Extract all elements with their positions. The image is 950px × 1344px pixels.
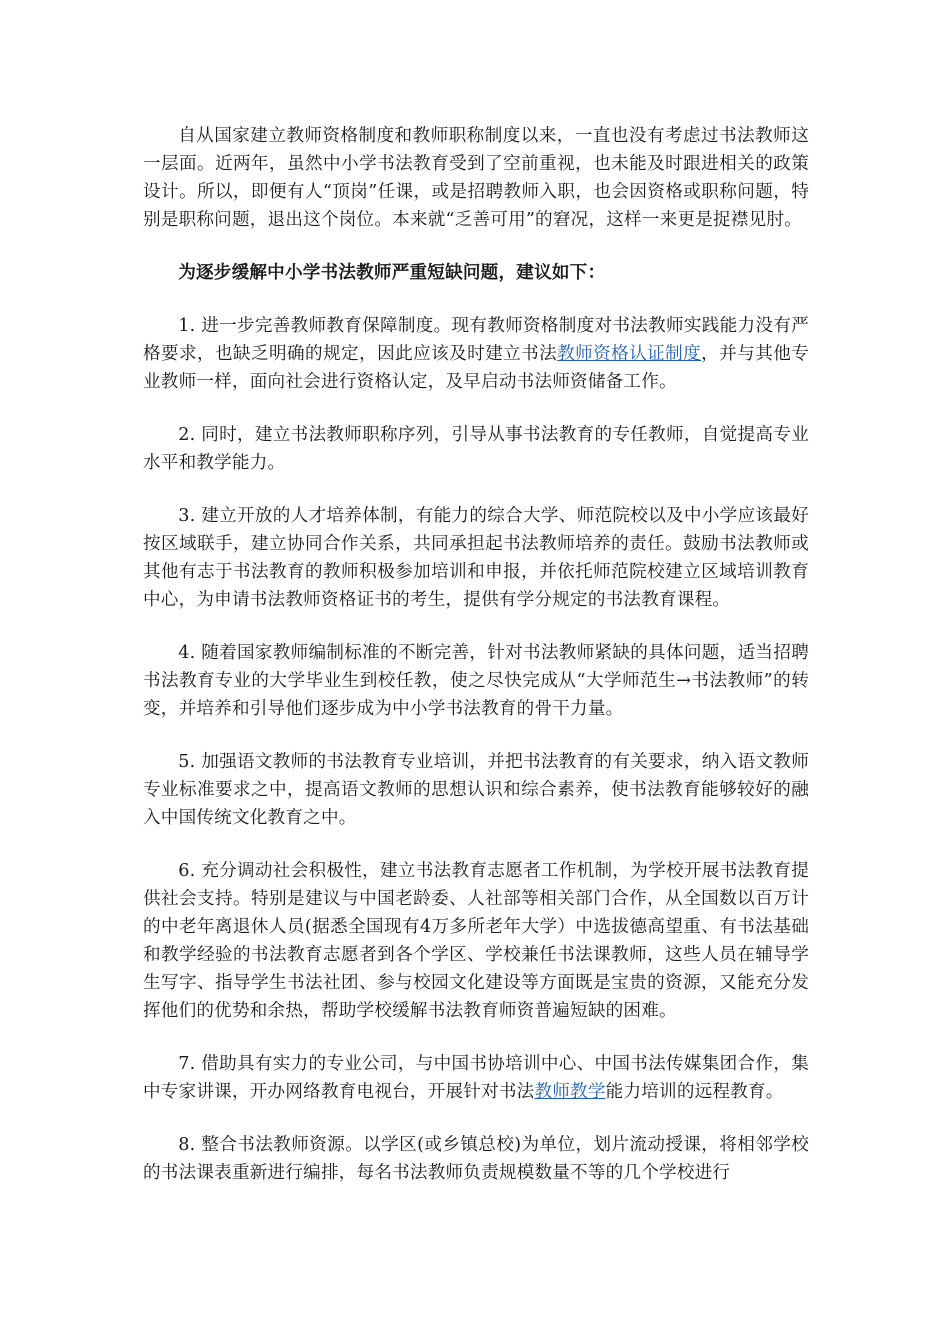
- suggestion-2: 2. 同时，建立书法教师职称序列，引导从事书法教育的专任教师，自觉提高专业水平和教学能力。: [143, 425, 809, 473]
- intro-paragraph: 自从国家建立教师资格制度和教师职称制度以来，一直也没有考虑过书法教师这一层面。近两年，虽然中小学书法教育受到了空前重视，也未能及时跟进相关的政策设计。所以，即便有人“顶岗”任课，或是招聘教师入职，也会因资格或职称问题，特别是职称问题，退出这个岗位。本来就“乏善可用”的窘况，这样一来更是捉襟见肘。: [143, 126, 809, 230]
- section-heading: 为逐步缓解中小学书法教师严重短缺问题，建议如下：: [178, 262, 606, 283]
- suggestion-7: [143, 1050, 809, 1106]
- suggestion-6: 6. 充分调动社会积极性，建立书法教育志愿者工作机制，为学校开展书法教育提供社会支持。特别是建议与中国老龄委、人社部等相关部门合作，从全国数以百万计的中老年离退休人员(据悉全国现有4万多所老年大学）中选拔德高望重、有书法基础和教学经验的书法教育志愿者到各个学区、学校兼任书法课教师，这些人员在辅导学生写字、指导学生书法社团、参与校园文化建设等方面既是宝贵的资源，又能充分发挥他们的优势和余热，帮助学校缓解书法教育师资普遍短缺的困难。: [143, 861, 809, 1021]
- suggestion-1: [143, 312, 809, 396]
- teacher-qualification-link[interactable]: 教师资格认证制度: [557, 344, 702, 364]
- document-page: [143, 122, 809, 1212]
- suggestion-3: 3. 建立开放的人才培养体制，有能力的综合大学、师范院校以及中小学应该最好按区域联手，建立协同合作关系，共同承担起书法教师培养的责任。鼓励书法教师或其他有志于书法教育的教师积极参加培训和申报，并依托师范院校建立区域培训教育中心，为申请书法教师资格证书的考生，提供有学分规定的书法教育课程。: [143, 506, 809, 610]
- suggestion-1-text-a: 1. 进一步完善教师教育保障制度。现有教师资格制度对书法教师实践能力没有严格要求，也缺乏明确的规定，因此应该及时建立书法: [143, 316, 809, 364]
- teacher-teaching-link[interactable]: 教师教学: [534, 1082, 606, 1102]
- suggestion-7-text-b: 能力培训的远程教育。: [605, 1082, 784, 1102]
- suggestion-7-text-a: 7. 借助具有实力的专业公司，与中国书协培训中心、中国书法传媒集团合作，集中专家讲课，开办网络教育电视台，开展针对书法: [143, 1054, 809, 1102]
- suggestion-5: 5. 加强语文教师的书法教育专业培训，并把书法教育的有关要求，纳入语文教师专业标准要求之中，提高语文教师的思想认识和综合素养，使书法教育能够较好的融入中国传统文化教育之中。: [143, 752, 809, 828]
- suggestion-4: 4. 随着国家教师编制标准的不断完善，针对书法教师紧缺的具体问题，适当招聘书法教育专业的大学毕业生到校任教，使之尽快完成从“大学师范生→书法教师”的转变，并培养和引导他们逐步成为中小学书法教育的骨干力量。: [143, 643, 809, 719]
- suggestion-8: 8. 整合书法教师资源。以学区(或乡镇总校)为单位，划片流动授课，将相邻学校的书法课表重新进行编排，每名书法教师负责规模数量不等的几个学校进行: [143, 1135, 809, 1183]
- suggestion-1-text-b: ，并与其他专业教师一样，面向社会进行资格认定，及早启动书法师资储备工作。: [143, 344, 809, 392]
